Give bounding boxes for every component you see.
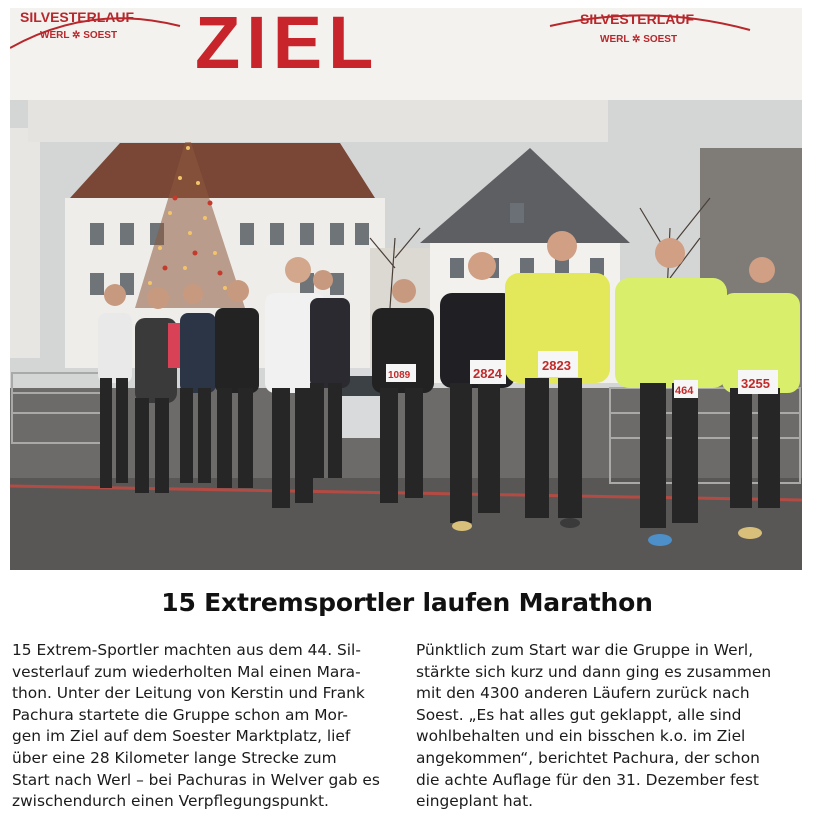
bib-2823: 2823 [542,358,571,373]
body-line: Pünktlich zum Start war die Gruppe in Werl, [416,641,754,659]
body-line: gen im Ziel auf dem Soester Marktplatz, lief [12,727,351,746]
banner-sub-left: WERL ✲ SOEST [40,30,118,41]
body-line: über eine 28 Kilometer lange Strecke zum [12,748,337,767]
article-headline: 15 Extremsportler laufen Marathon [161,588,653,617]
body-line: zwischendurch einen Verpflegungspunkt. [12,792,329,811]
body-line: wohlbehalten und ein bisschen k.o. im Ziel [416,727,746,746]
body-line: angekommen“, berichtet Pachura, der schon [416,748,760,767]
body-line: Start nach Werl – bei Pachuras in Welver gab es [12,770,380,789]
bib-3255: 3255 [741,376,770,391]
body-line: eingeplant hat. [416,792,534,811]
body-line: stärkte sich kurz und dann ging es zusammen [416,662,772,681]
bib-2824: 2824 [473,366,502,381]
banner-sub-right: WERL ✲ SOEST [600,34,678,45]
body-line: mit den 4300 anderen Läufern zurück nach [416,684,750,703]
banner-ziel: ZIEL [195,8,380,84]
body-line: Soest. „Es hat alles gut geklappt, alle sind [416,705,742,724]
article-photo [10,8,802,570]
article-column-right [416,640,808,813]
banner-brand-left: SILVESTERLAUF [20,9,135,25]
banner-brand-right: SILVESTERLAUF [580,11,695,27]
body-line: 15 Extrem-Sportler machten aus dem 44. Sil- [12,641,361,659]
body-line: vesterlauf zum wiederholten Mal einen Mara- [12,662,361,681]
bib-464: 464 [675,385,694,397]
finish-line-photo [10,8,802,570]
body-line: Pachura startete die Gruppe schon am Mor- [12,705,348,724]
body-line: thon. Unter der Leitung von Kerstin und Frank [12,684,365,703]
bib-1089: 1089 [388,370,411,381]
article-column-left [12,640,404,813]
body-line: die achte Auflage für den 31. Dezember fest [416,770,759,789]
